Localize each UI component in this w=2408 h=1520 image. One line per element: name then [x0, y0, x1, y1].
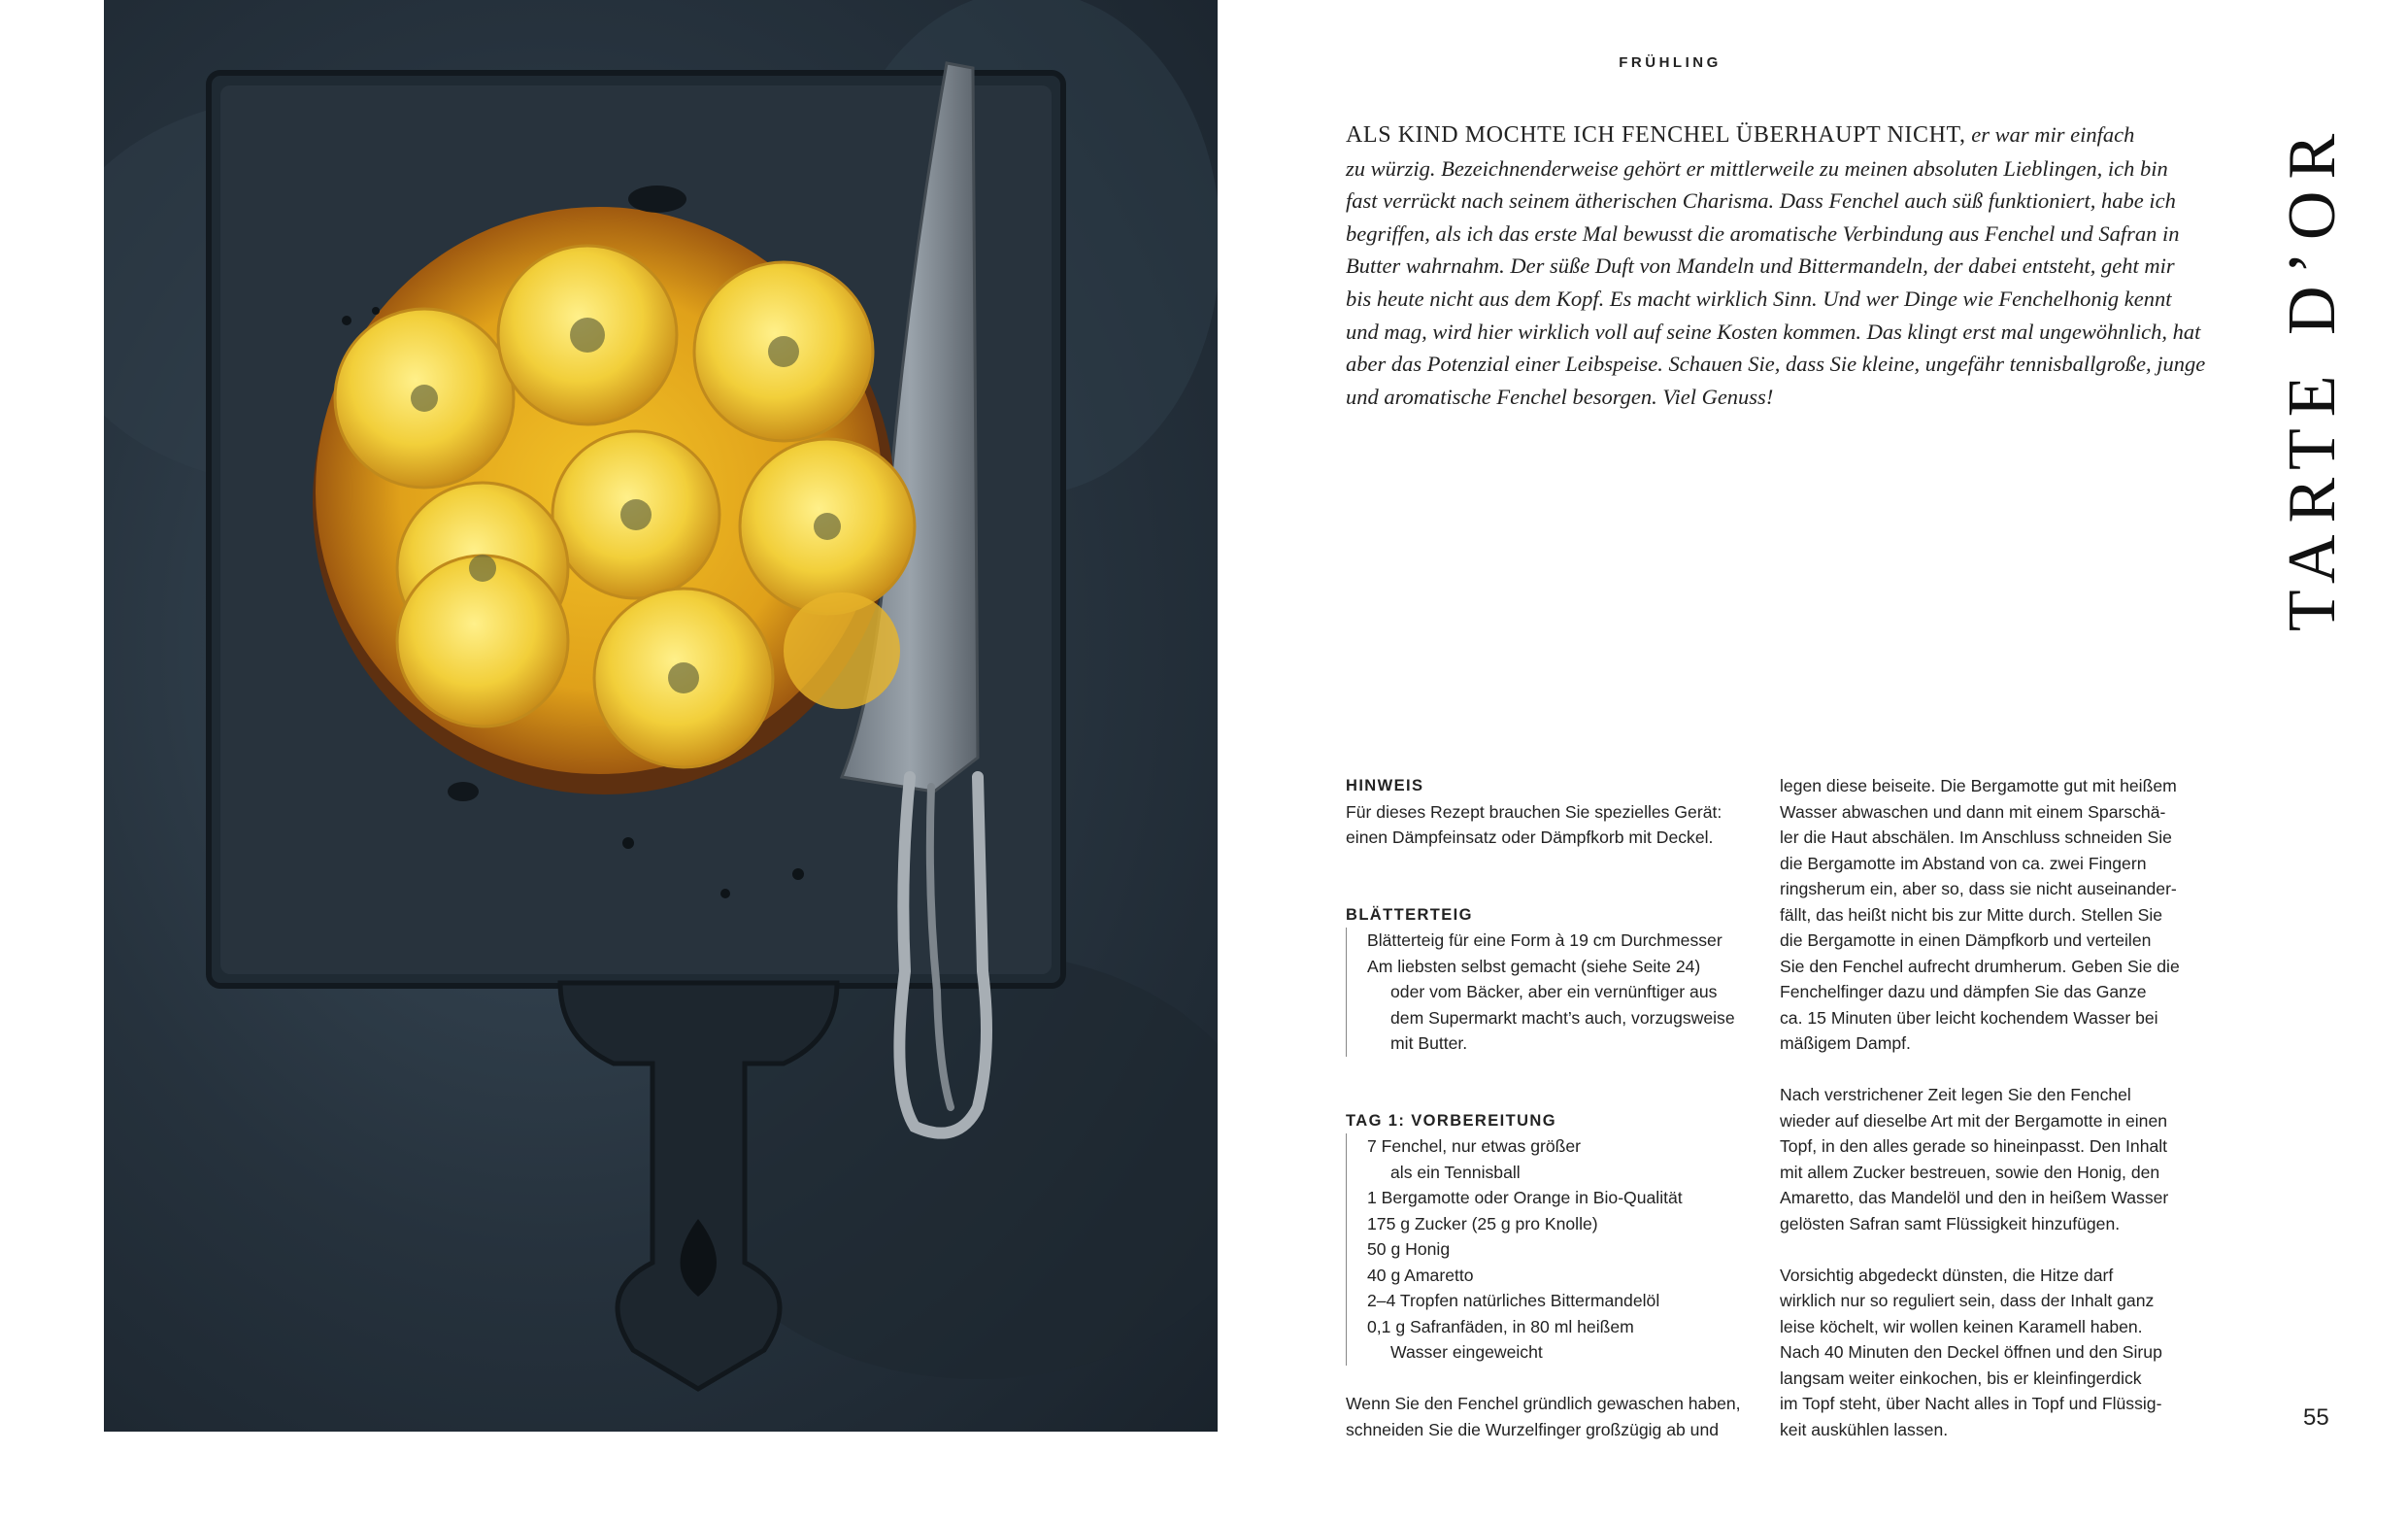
method-line: schneiden Sie die Wurzelfinger großzügig ab und	[1346, 1419, 1720, 1439]
ingredient-line: 2–4 Tropfen natürliches Bittermandelöl	[1367, 1291, 1660, 1310]
ingredient-line: dem Supermarkt macht’s auch, vorzugsweise	[1390, 1007, 1735, 1028]
recipe-title: TARTE D’OR	[2275, 121, 2350, 632]
ingredient-line: 1 Bergamotte oder Orange in Bio-Qualität	[1367, 1188, 1683, 1207]
section-label: FRÜHLING	[1619, 54, 1722, 71]
method-paragraph	[1780, 1263, 2207, 1443]
method-line: ler die Haut abschälen. Im Anschluss schneiden Sie	[1780, 828, 2172, 847]
intro-line: begriffen, als ich das erste Mal bewusst die aromatische Verbindung aus Fenchel und Safran in	[1346, 220, 2180, 246]
recipe-column-left	[1346, 773, 1754, 1442]
ingredient-line: Blätterteig für eine Form à 19 cm Durchmesser	[1367, 930, 1722, 950]
tag1-ingredients	[1346, 1133, 1754, 1366]
method-line: mit allem Zucker bestreuen, sowie den Honig, den	[1780, 1162, 2160, 1182]
method-line: Wasser abwaschen und dann mit einem Sparschä-	[1780, 801, 2166, 822]
ingredient-line: 50 g Honig	[1367, 1239, 1451, 1259]
blaetterteig-ingredients	[1346, 928, 1754, 1057]
intro-line: und aromatische Fenchel besorgen. Viel Genuss!	[1346, 384, 1774, 409]
ingredient-line: oder vom Bäcker, aber ein vernünftiger aus	[1390, 982, 1718, 1001]
method-line: legen diese beiseite. Die Bergamotte gut mit heißem	[1780, 776, 2177, 795]
ingredient-line: 7 Fenchel, nur etwas größer	[1367, 1136, 1582, 1156]
intro-line: Butter wahrnahm. Der süße Duft von Mandeln und Bittermandeln, der dabei entsteht, geht mir	[1346, 253, 2175, 279]
intro-line: er war mir einfach	[1965, 122, 2135, 147]
method-line: die Bergamotte im Abstand von ca. zwei Fingern	[1780, 853, 2147, 873]
ingredient-line: 0,1 g Safranfäden, in 80 ml heißem	[1367, 1316, 1634, 1336]
intro-line: zu würzig. Bezeichnenderweise gehört er mittlerweile zu meinen absoluten Lieblingen, ich bin	[1346, 155, 2168, 181]
ingredient-line: Am liebsten selbst gemacht (siehe Seite 24)	[1367, 956, 1701, 976]
page-number: 55	[2303, 1404, 2329, 1431]
method-line: gelösten Safran samt Flüssigkeit hinzufügen.	[1780, 1213, 2121, 1233]
intro-paragraph	[1346, 118, 2206, 413]
method-line: ca. 15 Minuten über leicht kochendem Wasser bei	[1780, 1007, 2158, 1028]
method-line: wieder auf dieselbe Art mit der Bergamotte in einen	[1780, 1110, 2168, 1131]
method-line: leise köchelt, wir wollen keinen Karamell haben.	[1780, 1316, 2143, 1336]
ingredient-line: 175 g Zucker (25 g pro Knolle)	[1367, 1213, 1598, 1233]
ingredient-line: mit Butter.	[1390, 1033, 1468, 1053]
method-line: Fenchelfinger dazu und dämpfen Sie das Ganze	[1780, 982, 2147, 1001]
method-line: langsam weiter einkochen, bis er kleinfingerdick	[1780, 1368, 2142, 1388]
method-line: Topf, in den alles gerade so hineinpasst. Den Inhalt	[1780, 1136, 2168, 1156]
ingredient-line: 40 g Amaretto	[1367, 1265, 1474, 1285]
method-line: fällt, das heißt nicht bis zur Mitte durch. Stellen Sie	[1780, 904, 2163, 925]
intro-line: fast verrückt nach seinem ätherischen Charisma. Dass Fenchel auch süß funktioniert, habe ich	[1346, 188, 2176, 214]
blaetterteig-heading: BLÄTTERTEIG	[1346, 905, 1473, 924]
method-line: mäßigem Dampf.	[1780, 1033, 1911, 1053]
intro-lead: ALS KIND MOCHTE ICH FENCHEL ÜBERHAUPT NICHT,	[1346, 122, 1966, 148]
method-line: Wenn Sie den Fenchel gründlich gewaschen haben,	[1346, 1394, 1741, 1413]
method-line: Nach verstrichener Zeit legen Sie den Fenchel	[1780, 1085, 2131, 1104]
hinweis-line: einen Dämpfeinsatz oder Dämpfkorb mit Deckel.	[1346, 828, 1714, 847]
method-paragraph	[1780, 773, 2207, 1057]
ingredient-line: als ein Tennisball	[1390, 1162, 1521, 1182]
method-line: keit auskühlen lassen.	[1780, 1419, 1949, 1439]
method-line: Sie den Fenchel aufrecht drumherum. Geben Sie die	[1780, 956, 2180, 976]
food-photo	[104, 0, 1218, 1432]
method-line: die Bergamotte in einen Dämpfkorb und verteilen	[1780, 930, 2152, 950]
method-line: im Topf steht, über Nacht alles in Topf und Flüssig-	[1780, 1394, 2162, 1413]
recipe-column-right	[1780, 773, 2207, 1442]
method-line: Nach 40 Minuten den Deckel öffnen und den Sirup	[1780, 1342, 2162, 1362]
method-paragraph	[1780, 1082, 2207, 1236]
ingredient-line: Wasser eingeweicht	[1390, 1342, 1543, 1362]
method-line: wirklich nur so reguliert sein, dass der Inhalt ganz	[1780, 1291, 2155, 1310]
method-line: Amaretto, das Mandelöl und den in heißem Wasser	[1780, 1188, 2169, 1207]
recipe-title-vertical	[2275, 115, 2350, 639]
hinweis-heading: HINWEIS	[1346, 777, 1424, 794]
intro-line: bis heute nicht aus dem Kopf. Es macht wirklich Sinn. Und wer Dinge wie Fenchelhonig kennt	[1346, 286, 2172, 311]
method-line: ringsherum ein, aber so, dass sie nicht auseinander-	[1780, 879, 2177, 898]
intro-line: aber das Potenzial einer Leibspeise. Schauen Sie, dass Sie kleine, ungefähr tennisballgroße, junge	[1346, 352, 2206, 377]
hinweis-line: Für dieses Rezept brauchen Sie spezielles Gerät:	[1346, 801, 1722, 822]
intro-line: und mag, wird hier wirklich voll auf seine Kosten kommen. Das klingt erst mal ungewöhnlich, hat	[1346, 319, 2201, 344]
tag1-heading: TAG 1: VORBEREITUNG	[1346, 1111, 1556, 1130]
method-line: Vorsichtig abgedeckt dünsten, die Hitze darf	[1780, 1265, 2114, 1285]
tarte-photo-illustration	[104, 0, 1218, 1432]
